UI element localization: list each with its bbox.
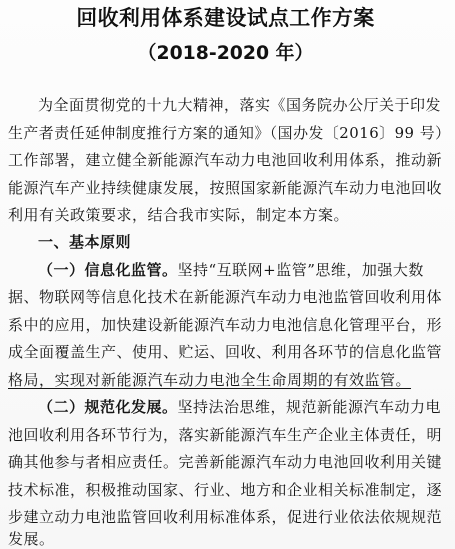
principle-1-line-3: 系中的应用，加快建设新能源汽车动力电池信息化管理平台，形: [8, 316, 443, 334]
principle-1-line-2: 据、物联网等信息化技术在新能源汽车动力电池监管回收利用体: [8, 288, 443, 306]
principle-2-line-2: 池回收利用各环节行为，落实新能源汽车生产企业主体责任，明: [8, 426, 443, 444]
principle-1-line-5: 格局，实现对新能源汽车动力电池全生命周期的有效监管。: [8, 371, 412, 389]
principle-2-first-line-text: 坚持法治思维，规范新能源汽车动力电: [177, 398, 442, 416]
section-heading: 一、基本原则: [38, 233, 132, 251]
intro-line-1: 为全面贯彻党的十九大精神，落实《国务院办公厅关于印发: [38, 96, 442, 114]
principle-1-first-line-text: 坚持“互联网+监管”思维，加强大数: [177, 261, 424, 279]
principle-2-line-6: 发展。: [8, 530, 55, 548]
intro-line-4: 能源汽车产业持续健康发展，按照国家新能源汽车动力电池回收: [8, 179, 443, 197]
intro-line-3: 工作部署，建立健全新能源汽车动力电池回收利用体系，推动新: [8, 151, 443, 169]
intro-line-2: 生产者责任延伸制度推行方案的通知》（国办发〔2016〕99 号）: [8, 124, 451, 142]
principle-2-first-line: [38, 398, 441, 416]
principle-1-first-line: [38, 261, 424, 279]
principle-2-line-5: 步建立动力电池监管回收利用标准体系，促进行业依法依规规范: [8, 508, 443, 526]
intro-line-5: 利用有关政策要求，结合我市实际，制定本方案。: [8, 206, 350, 224]
principle-2-line-3: 确其他参与者相应责任。完善新能源汽车动力电池回收利用关键: [8, 453, 443, 471]
principle-2-label: （二）规范化发展。: [38, 398, 178, 416]
principle-2-line-4: 技术标准，积极推动国家、行业、地方和企业相关标准制定，逐: [8, 481, 443, 499]
document-title: 回收利用体系建设试点工作方案: [76, 6, 375, 30]
principle-1-line-4: 成全面覆盖生产、使用、贮运、回收、利用各环节的信息化监管: [8, 343, 443, 361]
principle-1-label: （一）信息化监管。: [38, 261, 178, 279]
document-subtitle: （2018-2020 年）: [137, 42, 314, 64]
